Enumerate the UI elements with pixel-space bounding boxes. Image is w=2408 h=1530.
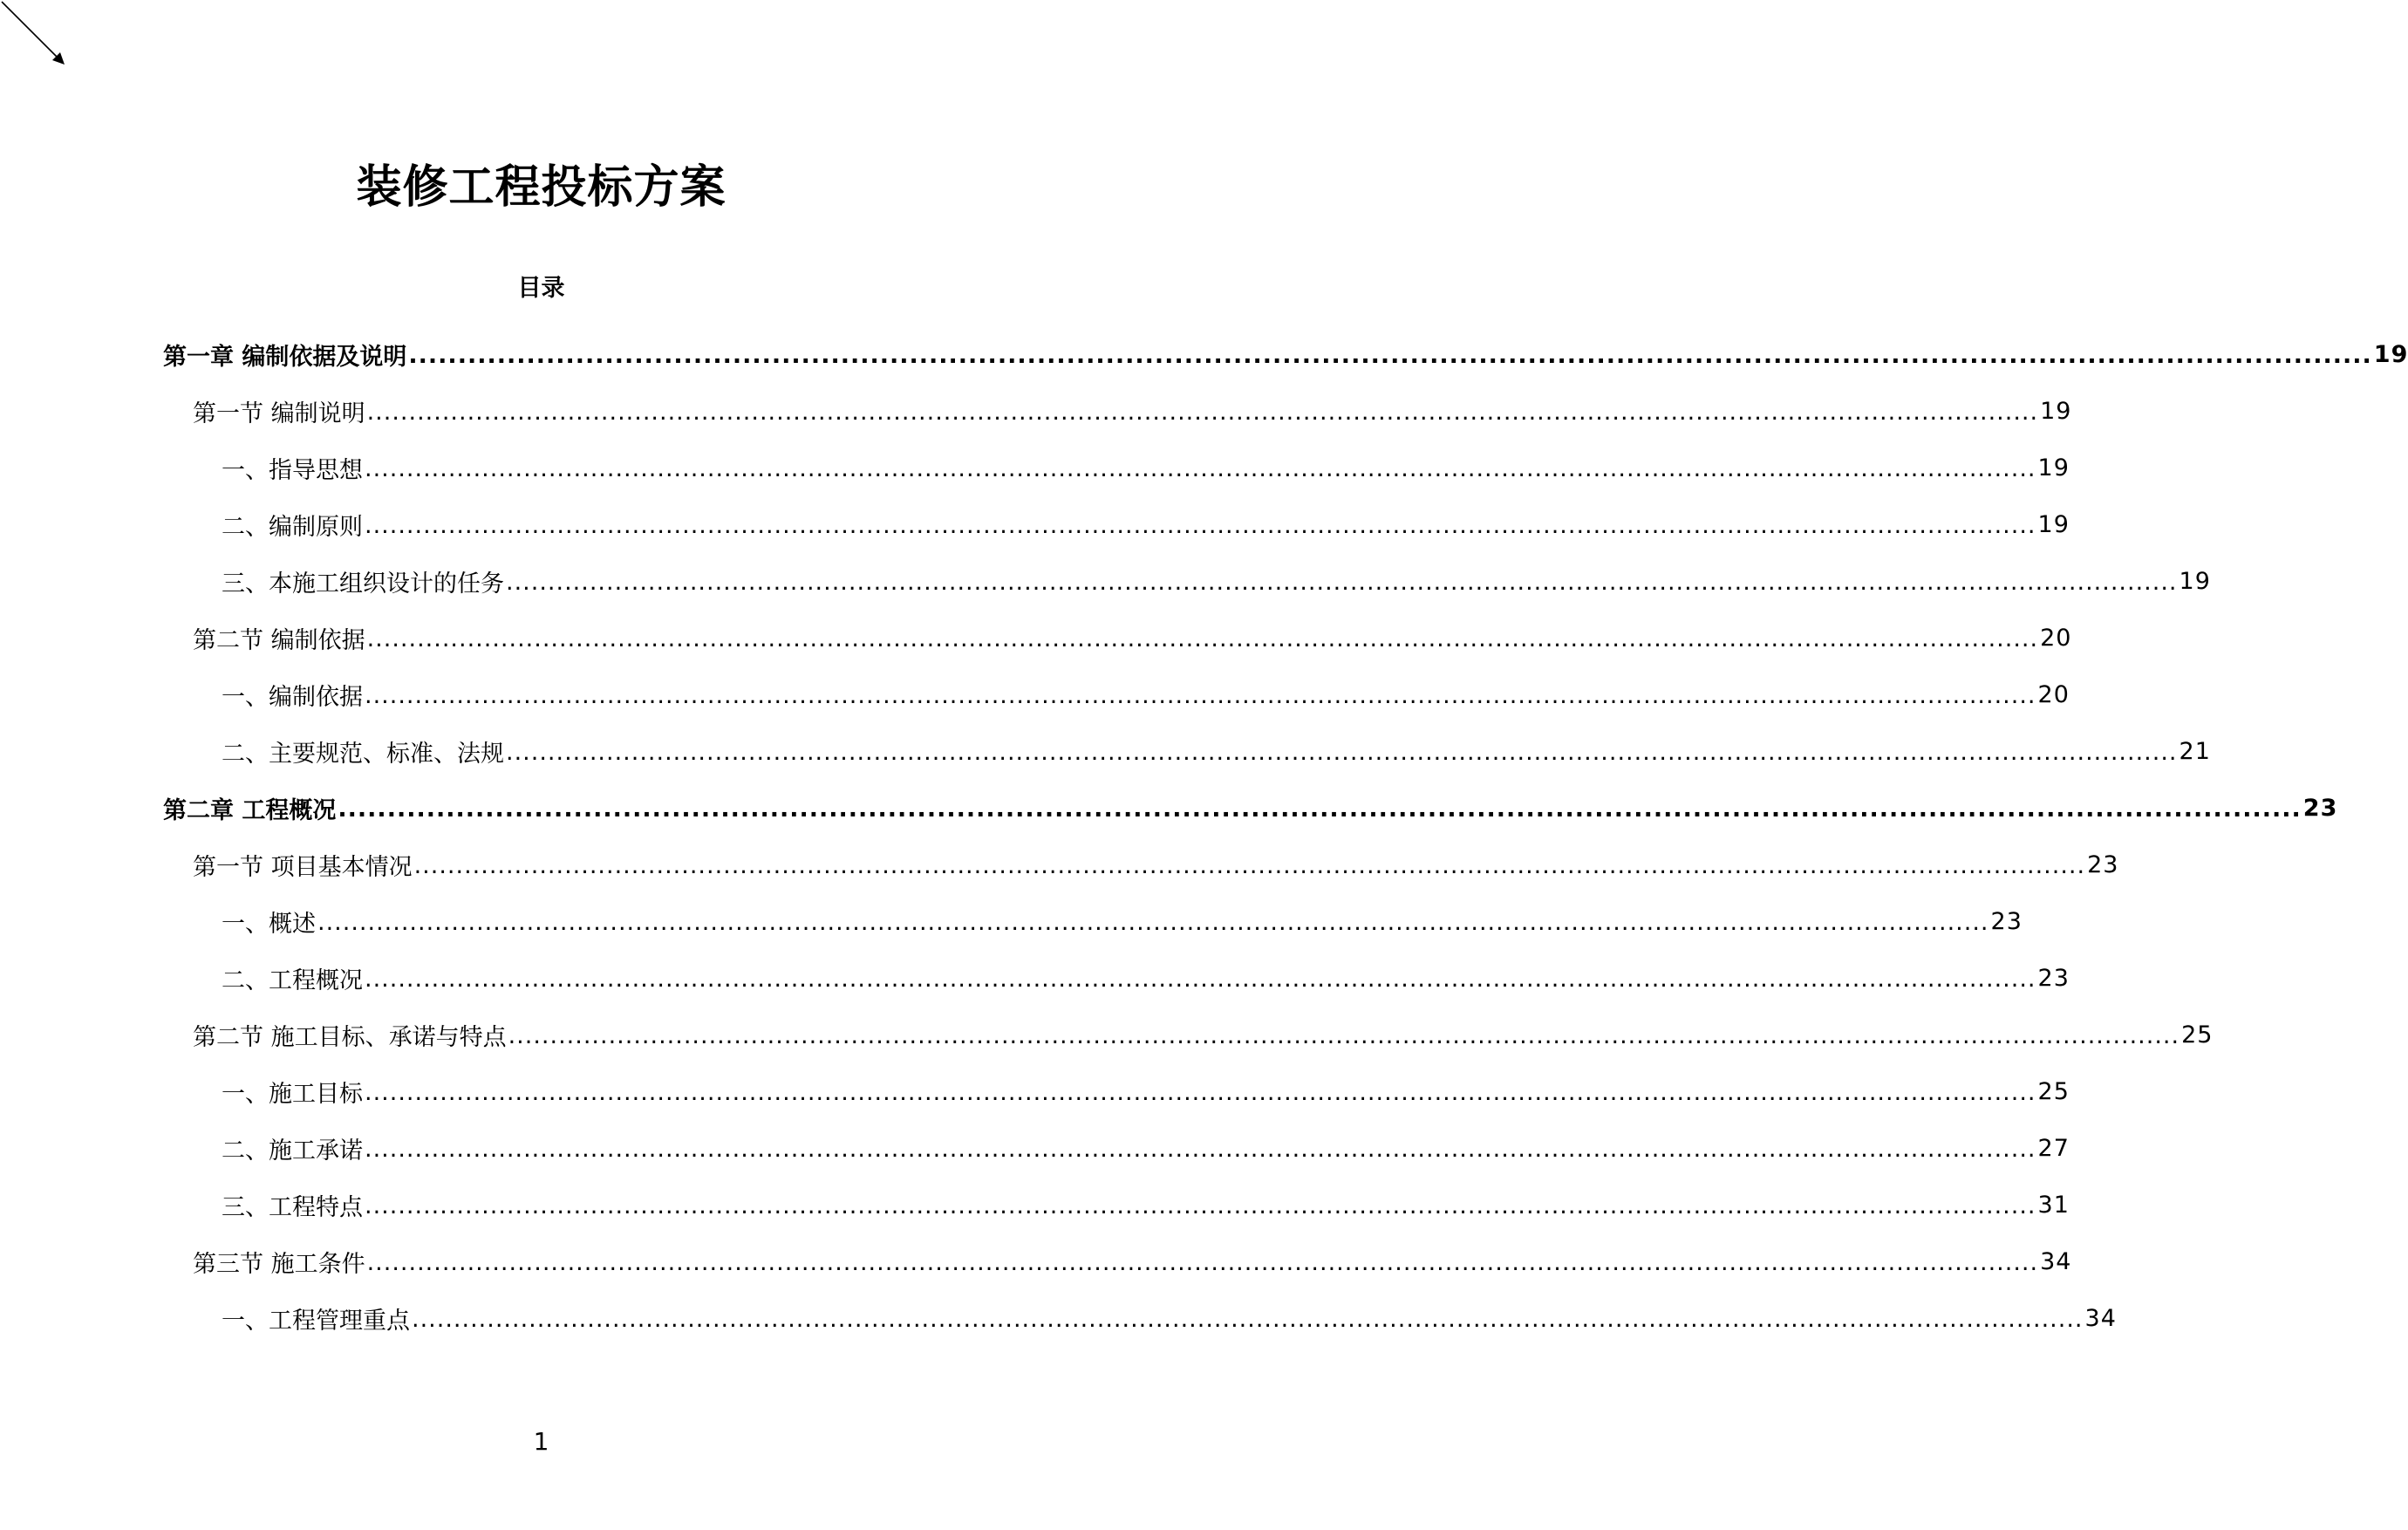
document-title: 装修工程投标方案 [356, 161, 726, 214]
toc-leader: ........................................................................................................................................................................................................ [366, 1249, 2039, 1276]
toc-entry-page: 34 [2084, 1305, 2117, 1332]
page-number: 1 [533, 1427, 549, 1456]
toc-entry-label: 一、概述 [222, 911, 316, 938]
toc-entry-label: 三、本施工组织设计的任务 [222, 570, 504, 598]
table-of-contents [163, 326, 2408, 1347]
toc-entry-page: 19 [2179, 568, 2211, 595]
toc-entry-page: 31 [2037, 1192, 2070, 1219]
toc-leader: ........................................................................................................................................................................................................ [365, 1079, 2036, 1106]
toc-entry[interactable] [163, 383, 2072, 440]
toc-entry-page: 27 [2037, 1135, 2070, 1162]
toc-entry-page: 23 [2087, 851, 2119, 878]
toc-entry-page: 23 [1990, 908, 2023, 935]
toc-leader: ........................................................................................................................................................................................................ [365, 512, 2036, 539]
toc-leader: ........................................................................................................................................................................................................ [365, 682, 2036, 709]
toc-entry-label: 二、编制原则 [222, 514, 363, 541]
toc-leader: ........................................................................................................................................................................................................ [413, 852, 2086, 879]
toc-entry-label: 第一节 项目基本情况 [193, 854, 413, 881]
toc-entry-page: 23 [2037, 965, 2070, 992]
toc-entry-label: 三、工程特点 [222, 1194, 363, 1221]
toc-entry-page: 25 [2037, 1078, 2070, 1105]
toc-entry-page: 19 [2037, 454, 2070, 482]
toc-entry-page: 34 [2040, 1248, 2072, 1275]
toc-leader: ........................................................................................................................................................................................................ [506, 739, 2178, 766]
toc-leader: ........................................................................................................................................................................................................ [365, 1192, 2036, 1219]
toc-heading: 目录 [517, 275, 565, 302]
toc-entry[interactable] [163, 893, 2023, 950]
toc-entry-label: 一、指导思想 [222, 457, 363, 484]
toc-entry-label: 第二章 工程概况 [163, 797, 337, 824]
toc-leader: ........................................................................................................................................................................................................ [508, 1022, 2180, 1049]
toc-leader: ........................................................................................................................................................................................................ [366, 625, 2039, 652]
toc-entry-page: 19 [2037, 511, 2070, 538]
toc-entry-label: 一、施工目标 [222, 1081, 363, 1108]
toc-entry-label: 第一节 编制说明 [193, 400, 365, 427]
toc-entry[interactable] [163, 1177, 2070, 1233]
toc-leader: ........................................................................................................................................................................................................ [317, 909, 1989, 936]
toc-entry[interactable] [163, 723, 2211, 780]
corner-arrow-icon [0, 0, 78, 79]
toc-leader: ........................................................................................................................................................................................................ [412, 1306, 2084, 1333]
toc-entry[interactable] [163, 440, 2070, 496]
toc-entry-label: 二、工程概况 [222, 967, 363, 994]
toc-entry-label: 二、施工承诺 [222, 1137, 363, 1165]
toc-entry[interactable] [163, 326, 2408, 383]
toc-entry-label: 第一章 编制依据及说明 [163, 344, 407, 371]
toc-entry[interactable] [163, 610, 2072, 666]
toc-entry-page: 25 [2181, 1021, 2214, 1048]
toc-entry[interactable] [163, 1063, 2070, 1120]
toc-entry[interactable] [163, 1120, 2070, 1177]
toc-entry[interactable] [163, 553, 2211, 610]
toc-entry-page: 23 [2302, 795, 2338, 822]
toc-entry[interactable] [163, 666, 2070, 723]
toc-leader: ........................................................................................................................................................................................................ [365, 1136, 2036, 1163]
toc-entry[interactable] [163, 780, 2338, 837]
toc-leader: ........................................................................................................................................................................................................ [506, 569, 2178, 596]
toc-entry-label: 二、主要规范、标准、法规 [222, 741, 504, 768]
toc-leader: ........................................................................................................................................................................................................ [365, 966, 2036, 993]
toc-entry-label: 第三节 施工条件 [193, 1251, 365, 1278]
toc-entry-page: 20 [2037, 681, 2070, 708]
toc-entry[interactable] [163, 1007, 2214, 1063]
toc-entry-page: 19 [2040, 398, 2072, 425]
toc-entry-label: 一、工程管理重点 [222, 1308, 410, 1335]
toc-entry-page: 20 [2040, 625, 2072, 652]
toc-entry[interactable] [163, 950, 2070, 1007]
toc-leader: ........................................................................................................................................................................................................ [365, 455, 2036, 482]
toc-leader: ........................................................................................................................................................................................................ [408, 342, 2372, 369]
toc-leader: ........................................................................................................................................................................................................ [366, 399, 2039, 426]
toc-entry-label: 第二节 编制依据 [193, 627, 365, 654]
toc-entry[interactable] [163, 1233, 2072, 1290]
toc-entry[interactable] [163, 496, 2070, 553]
toc-entry-page: 21 [2179, 738, 2211, 765]
toc-entry-label: 第二节 施工目标、承诺与特点 [193, 1024, 507, 1051]
toc-entry[interactable] [163, 1290, 2117, 1347]
toc-entry-label: 一、编制依据 [222, 684, 363, 711]
toc-entry-page: 19 [2373, 341, 2408, 368]
toc-leader: ........................................................................................................................................................................................................ [338, 796, 2302, 823]
toc-entry[interactable] [163, 837, 2119, 893]
